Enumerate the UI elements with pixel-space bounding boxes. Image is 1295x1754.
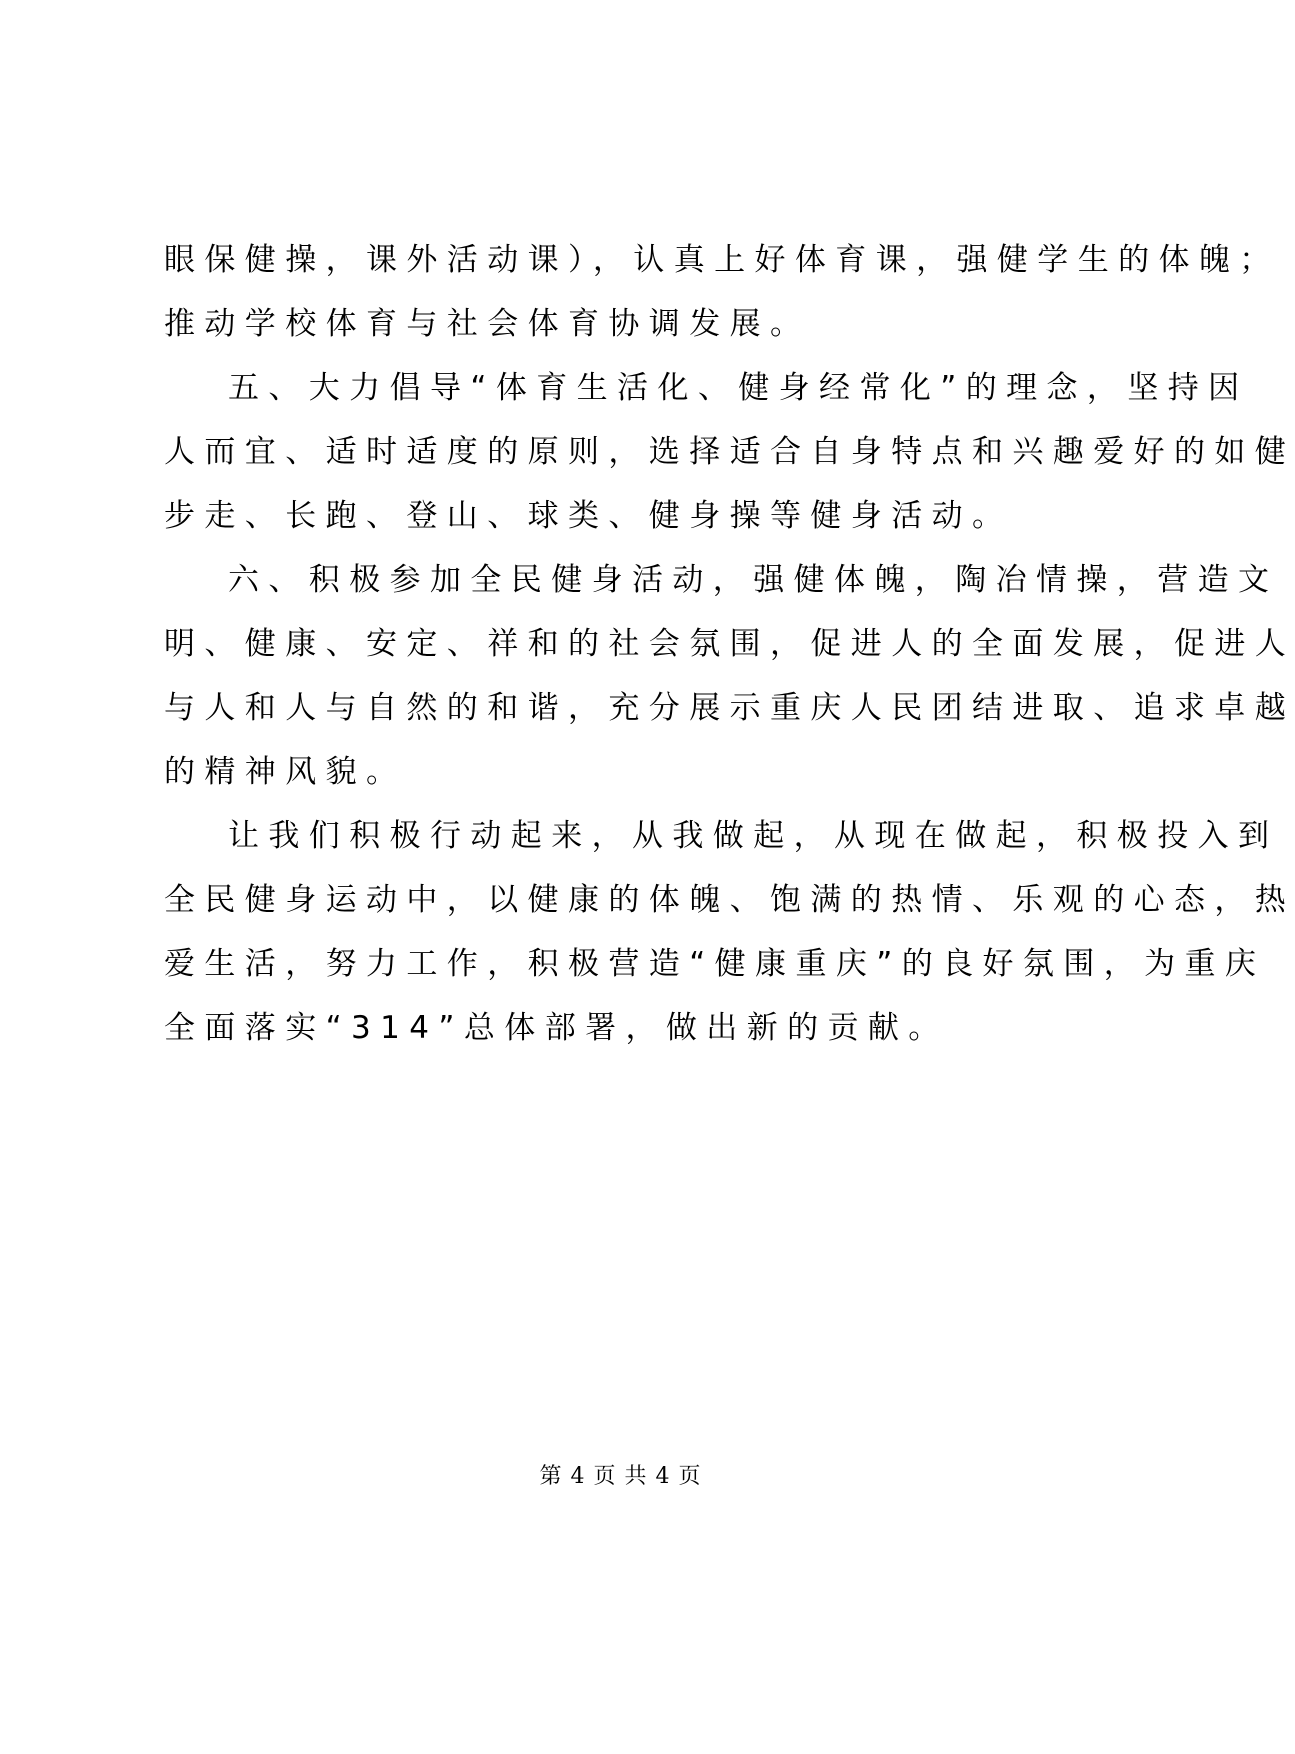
text-line: 的精神风貌。 — [164, 754, 407, 790]
text-line: 全民健身运动中，以健康的体魄、饱满的热情、乐观的心态，热 — [164, 882, 1295, 918]
paragraph-start-line: 五、大力倡导“体育生活化、健身经常化”的理念，坚持因 — [228, 370, 1249, 406]
text-line: 推动学校体育与社会体育协调发展。 — [164, 306, 811, 342]
document-body — [164, 228, 1295, 1060]
text-line: 爱生活，努力工作，积极营造“健康重庆”的良好氛围，为重庆 — [164, 946, 1266, 982]
text-line: 步走、长跑、登山、球类、健身操等健身活动。 — [164, 498, 1013, 534]
paragraph-start-line: 六、积极参加全民健身活动，强健体魄，陶冶情操，营造文 — [228, 562, 1279, 598]
paragraph-start-line: 让我们积极行动起来，从我做起，从现在做起，积极投入到 — [228, 818, 1279, 854]
text-line: 明、健康、安定、祥和的社会氛围，促进人的全面发展，促进人 — [164, 626, 1295, 662]
text-line: 眼保健操，课外活动课），认真上好体育课，强健学生的体魄； — [164, 242, 1280, 278]
text-line: 与人和人与自然的和谐，充分展示重庆人民团结进取、追求卓越 — [164, 690, 1295, 726]
text-line: 人而宜、适时适度的原则，选择适合自身特点和兴趣爱好的如健 — [164, 434, 1295, 470]
page-number-footer: 第 4 页 共 4 页 — [539, 1464, 702, 1489]
text-line: 全面落实“314”总体部署，做出新的贡献。 — [164, 1010, 949, 1046]
